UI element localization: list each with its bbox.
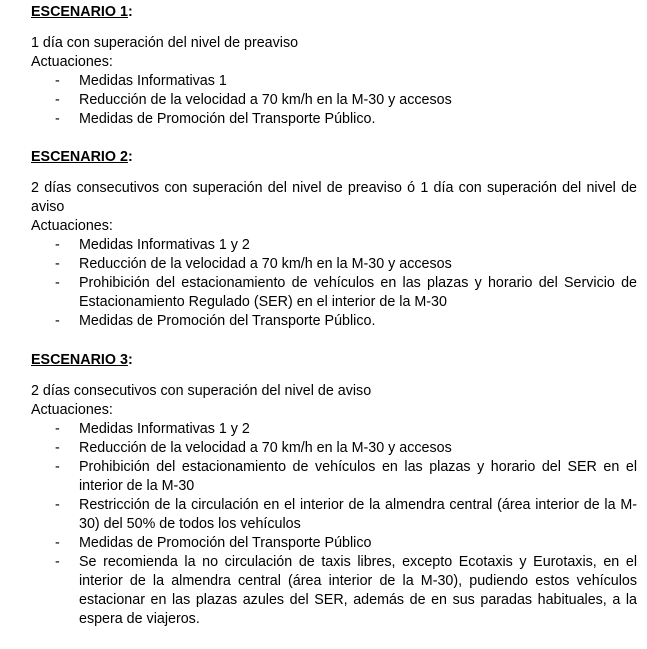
dash-bullet: - — [55, 256, 60, 272]
list-item — [31, 91, 637, 110]
list-item — [31, 255, 637, 274]
action-text: Medidas de Promoción del Transporte Público. — [79, 313, 376, 329]
scenario-heading — [31, 148, 637, 167]
action-text: Se recomienda la no circulación de taxis libres, excepto Ecotaxis y Eurotaxis, en el interior de la almendra central (área interior de la M-30), pudiendo estos vehículos estacionar en las plazas azules del SER, además de en sus paradas habituales, a la espera de viajeros. — [79, 554, 637, 627]
scenario-2 — [31, 148, 637, 331]
list-item — [31, 110, 637, 129]
dash-bullet: - — [55, 535, 60, 551]
action-text: Medidas Informativas 1 y 2 — [79, 237, 250, 253]
list-item — [31, 312, 637, 331]
dash-bullet: - — [55, 554, 60, 570]
heading-colon: : — [127, 352, 133, 368]
list-item — [31, 553, 637, 629]
list-item — [31, 458, 637, 496]
actions-label: Actuaciones: — [31, 218, 113, 234]
list-item — [31, 439, 637, 458]
dash-bullet: - — [55, 275, 60, 291]
dash-bullet: - — [55, 237, 60, 253]
scenario-description: 2 días consecutivos con superación del nivel de aviso — [31, 383, 372, 399]
dash-bullet: - — [55, 111, 60, 127]
actions-label: Actuaciones: — [31, 54, 113, 70]
action-text: Reducción de la velocidad a 70 km/h en la M-30 y accesos — [79, 92, 452, 108]
action-text: Reducción de la velocidad a 70 km/h en la M-30 y accesos — [79, 256, 452, 272]
action-text: Medidas de Promoción del Transporte Público. — [79, 111, 376, 127]
action-text: Prohibición del estacionamiento de vehículos en las plazas y horario del SER en el interior de la M-30 — [79, 459, 637, 494]
dash-bullet: - — [55, 497, 60, 513]
scenario-3 — [31, 351, 637, 629]
scenario-heading — [31, 3, 637, 22]
action-text: Restricción de la circulación en el interior de la almendra central (área interior de la M-30) del 50% de todos los vehículos — [79, 497, 637, 532]
dash-bullet: - — [55, 459, 60, 475]
actions-label: Actuaciones: — [31, 402, 113, 418]
action-text: Prohibición del estacionamiento de vehículos en las plazas y horario del Servicio de Estacionamiento Regulado (SER) en el interior de la M-30 — [79, 275, 637, 310]
scenario-title: ESCENARIO 2 — [31, 149, 128, 165]
dash-bullet: - — [55, 92, 60, 108]
action-text: Medidas Informativas 1 — [79, 73, 227, 89]
dash-bullet: - — [55, 313, 60, 329]
actions-list — [31, 420, 637, 629]
list-item — [31, 72, 637, 91]
scenario-1 — [31, 3, 637, 129]
scenario-description: 2 días consecutivos con superación del nivel de preaviso ó 1 día con superación del nivel de aviso — [31, 180, 637, 215]
scenario-title: ESCENARIO 3 — [31, 352, 128, 368]
list-item — [31, 420, 637, 439]
dash-bullet: - — [55, 73, 60, 89]
list-item — [31, 236, 637, 255]
actions-list — [31, 236, 637, 331]
action-text: Medidas Informativas 1 y 2 — [79, 421, 250, 437]
dash-bullet: - — [55, 440, 60, 456]
dash-bullet: - — [55, 421, 60, 437]
heading-colon: : — [127, 149, 133, 165]
action-text: Medidas de Promoción del Transporte Público — [79, 535, 372, 551]
scenario-heading — [31, 351, 637, 370]
action-text: Reducción de la velocidad a 70 km/h en la M-30 y accesos — [79, 440, 452, 456]
scenario-title: ESCENARIO 1 — [31, 4, 128, 20]
list-item — [31, 534, 637, 553]
list-item — [31, 274, 637, 312]
list-item — [31, 496, 637, 534]
actions-list — [31, 72, 637, 129]
heading-colon: : — [127, 4, 133, 20]
scenario-description: 1 día con superación del nivel de preaviso — [31, 35, 299, 51]
